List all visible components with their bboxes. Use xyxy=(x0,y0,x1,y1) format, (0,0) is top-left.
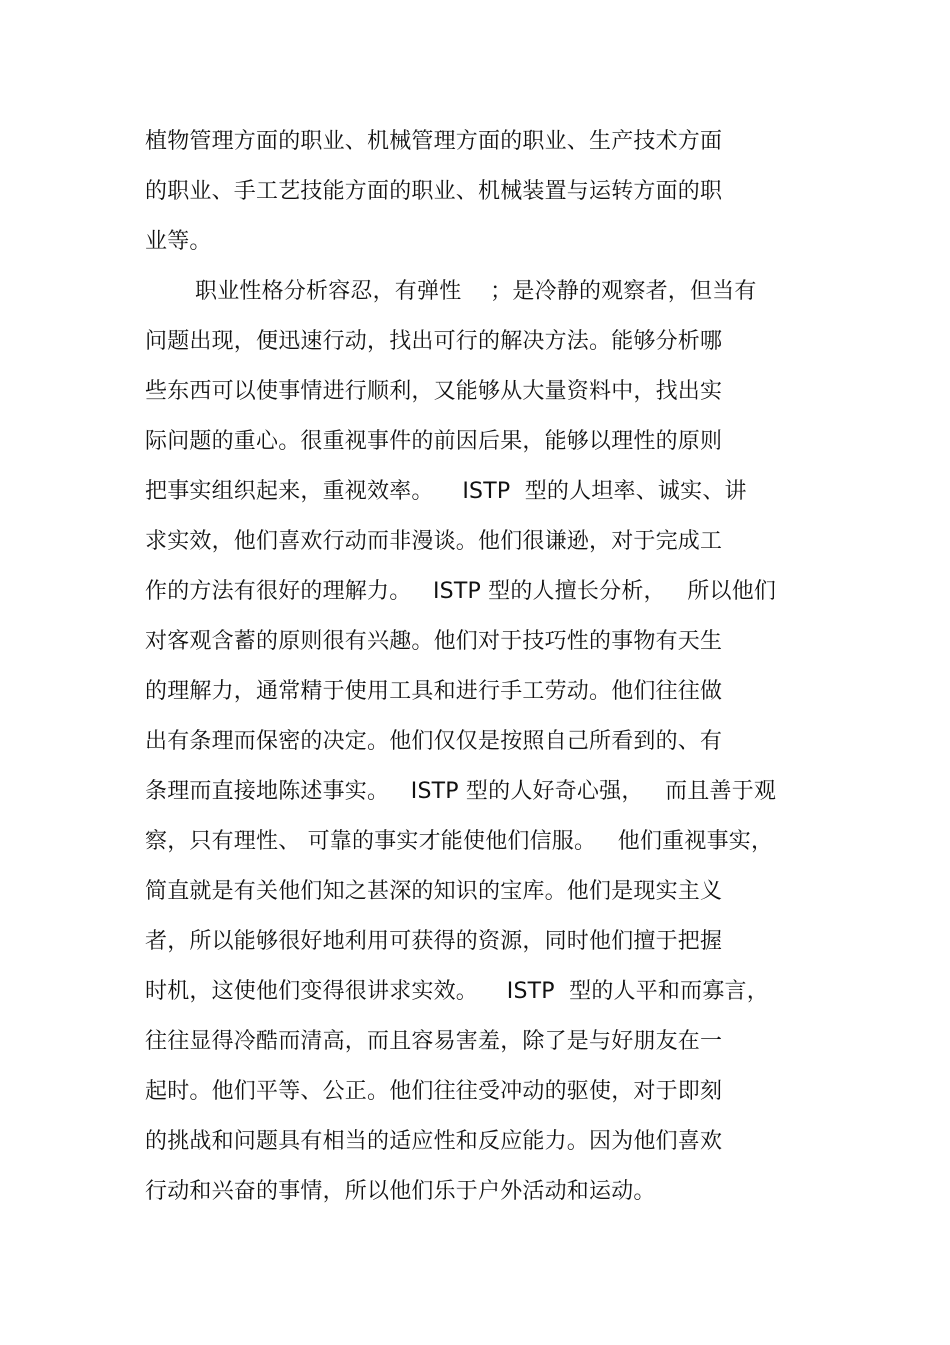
text-line-3: 业等。 xyxy=(145,229,212,254)
text-line-1: 植物管理方面的职业、机械管理方面的职业、生产技术方面 xyxy=(145,129,723,154)
text-line-16: 简直就是有关他们知之甚深的知识的宝库。他们是现实主义 xyxy=(145,879,723,904)
text-line-20: 起时。他们平等、公正。他们往往受冲动的驱使，对于即刻 xyxy=(145,1079,723,1104)
text-line-13: 出有条理而保密的决定。他们仅仅是按照自己所看到的、有 xyxy=(145,729,723,754)
text-line-18: 时机，这使他们变得很讲求实效。 ISTP 型的人平和而寡言， xyxy=(145,979,769,1004)
text-line-22: 行动和兴奋的事情，所以他们乐于户外活动和运动。 xyxy=(145,1179,656,1204)
text-line-10: 作的方法有很好的理解力。 ISTP 型的人擅长分析， 所以他们 xyxy=(145,579,777,604)
text-line-17: 者，所以能够很好地利用可获得的资源，同时他们擅于把握 xyxy=(145,929,723,954)
text-line-12: 的理解力，通常精于使用工具和进行手工劳动。他们往往做 xyxy=(145,679,723,704)
text-line-15: 察，只有理性、 可靠的事实才能使他们信服。 他们重视事实， xyxy=(145,829,774,854)
text-line-5: 问题出现，便迅速行动，找出可行的解决方法。能够分析哪 xyxy=(145,329,723,354)
text-line-2: 的职业、手工艺技能方面的职业、机械装置与运转方面的职 xyxy=(145,179,723,204)
text-line-4: 职业性格分析容忍，有弹性 ；是冷静的观察者，但当有 xyxy=(195,279,757,304)
text-line-21: 的挑战和问题具有相当的适应性和反应能力。因为他们喜欢 xyxy=(145,1129,723,1154)
text-line-7: 际问题的重心。很重视事件的前因后果，能够以理性的原则 xyxy=(145,429,723,454)
text-line-6: 些东西可以使事情进行顺利，又能够从大量资料中，找出实 xyxy=(145,379,723,404)
text-line-9: 求实效，他们喜欢行动而非漫谈。他们很谦逊，对于完成工 xyxy=(145,529,723,554)
text-line-11: 对客观含蓄的原则很有兴趣。他们对于技巧性的事物有天生 xyxy=(145,629,723,654)
text-line-19: 往往显得冷酷而清高，而且容易害羞，除了是与好朋友在一 xyxy=(145,1029,723,1054)
text-line-14: 条理而直接地陈述事实。 ISTP 型的人好奇心强， 而且善于观 xyxy=(145,779,777,804)
text-line-8: 把事实组织起来，重视效率。 ISTP 型的人坦率、诚实、讲 xyxy=(145,479,747,504)
